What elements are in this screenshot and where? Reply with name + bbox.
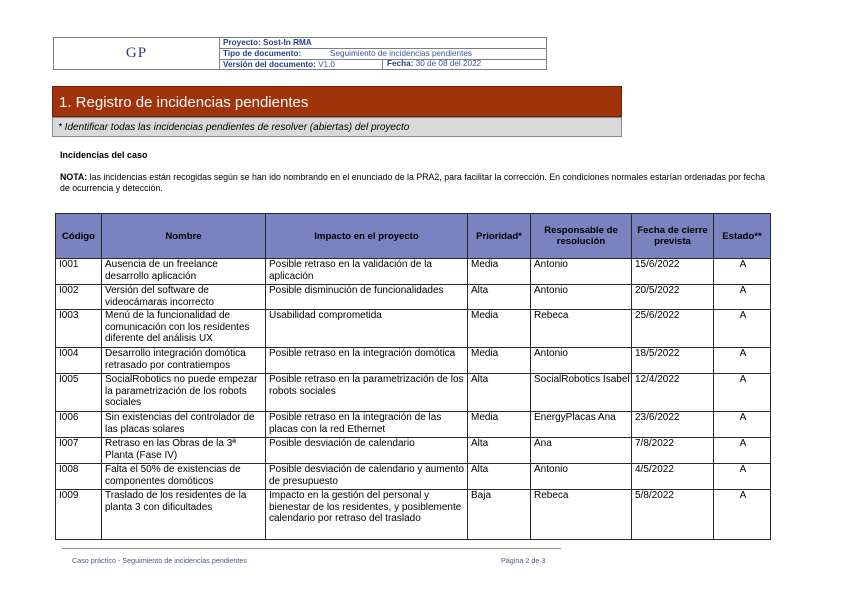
cell-impact: Posible retraso en la parametrización de los robots sociales	[266, 374, 468, 412]
cell-name: SocialRobotics no puede empezar la parametrización de los robots sociales	[102, 374, 266, 412]
incidents-table	[55, 213, 771, 540]
cell-owner: Antonio	[531, 285, 632, 310]
section-subtitle: * Identificar todas las incidencias pendientes de resolver (abiertas) del proyecto	[58, 122, 410, 133]
cell-close-date: 12/4/2022	[632, 374, 714, 412]
cell-close-date: 15/6/2022	[632, 259, 714, 285]
cell-impact: Posible desviación de calendario y aumento de presupuesto	[266, 464, 468, 490]
cell-status: A	[714, 438, 771, 464]
document-header	[53, 37, 547, 70]
column-header-name: Nombre	[102, 214, 266, 259]
cell-status: A	[714, 285, 771, 310]
cell-priority: Alta	[468, 464, 531, 490]
date-label: Fecha:	[387, 59, 414, 68]
column-header-impact: Impacto en el proyecto	[266, 214, 468, 259]
cell-code: I008	[56, 464, 102, 490]
cell-status: A	[714, 464, 771, 490]
logo: GP	[54, 38, 220, 69]
footer-divider	[62, 548, 561, 549]
table-row	[56, 490, 771, 540]
version-row	[220, 60, 546, 70]
cell-priority: Baja	[468, 490, 531, 540]
column-header-code: Código	[56, 214, 102, 259]
cell-owner: Rebeca	[531, 490, 632, 540]
cell-name: Ausencia de un freelance desarrollo aplicación	[102, 259, 266, 285]
column-header-priority: Prioridad*	[468, 214, 531, 259]
cell-owner: EnergyPlacas Ana	[531, 412, 632, 438]
section-title: 1. Registro de incidencias pendientes	[59, 94, 309, 111]
cell-name: Traslado de los residentes de la planta 3 con dificultades	[102, 490, 266, 540]
cell-code: I003	[56, 310, 102, 348]
table-row	[56, 374, 771, 412]
cell-impact: Posible retraso en la integración domótica	[266, 348, 468, 374]
project-label: Proyecto:	[223, 38, 261, 47]
cell-impact: Usabilidad comprometida	[266, 310, 468, 348]
date-field	[382, 59, 481, 70]
document-type-label: Tipo de documento:	[223, 49, 302, 58]
cell-name: Falta el 50% de existencias de componentes domóticos	[102, 464, 266, 490]
cell-code: I001	[56, 259, 102, 285]
cell-code: I007	[56, 438, 102, 464]
cell-priority: Alta	[468, 374, 531, 412]
cell-code: I004	[56, 348, 102, 374]
cell-impact: Impacto en la gestión del personal y bienestar de los residentes, y posiblemente calendario por retraso del traslado	[266, 490, 468, 540]
table-header-row	[56, 214, 771, 259]
cell-owner: Antonio	[531, 464, 632, 490]
footer-document-title: Caso práctico - Seguimiento de incidencias pendientes	[72, 556, 247, 565]
cell-status: A	[714, 259, 771, 285]
cell-impact: Posible desviación de calendario	[266, 438, 468, 464]
cell-priority: Alta	[468, 285, 531, 310]
note-paragraph	[60, 172, 776, 194]
table-row	[56, 438, 771, 464]
section-title-bar	[52, 86, 622, 117]
cell-close-date: 25/6/2022	[632, 310, 714, 348]
cell-name: Menú de la funcionalidad de comunicación con los residentes diferente del análisis UX	[102, 310, 266, 348]
cell-priority: Media	[468, 310, 531, 348]
project-value: Sost-In RMA	[263, 38, 312, 47]
cell-code: I005	[56, 374, 102, 412]
cell-close-date: 7/8/2022	[632, 438, 714, 464]
cell-status: A	[714, 374, 771, 412]
document-type-value: Seguimiento de incidencias pendientes	[330, 49, 473, 58]
cell-name: Versión del software de videocámaras incorrecto	[102, 285, 266, 310]
cell-status: A	[714, 348, 771, 374]
project-row	[220, 38, 546, 49]
cell-impact: Posible disminución de funcionalidades	[266, 285, 468, 310]
table-row	[56, 259, 771, 285]
cell-name: Sin existencias del controlador de las placas solares	[102, 412, 266, 438]
cell-status: A	[714, 412, 771, 438]
cell-code: I009	[56, 490, 102, 540]
table-row	[56, 412, 771, 438]
cell-priority: Alta	[468, 438, 531, 464]
note-text: las incidencias están recogidas según se han ido nombrando en el enunciado de la PRA2, para facilitar la corrección. En condiciones normales estarían ordenadas por fecha de ocurrencia y detección.	[60, 172, 765, 193]
cell-code: I006	[56, 412, 102, 438]
table-row	[56, 464, 771, 490]
version-label: Versión del documento:	[223, 60, 316, 69]
footer-page-number: Página 2 de 3	[501, 556, 546, 565]
table-row	[56, 310, 771, 348]
cell-owner: Rebeca	[531, 310, 632, 348]
note-label: NOTA:	[60, 172, 88, 182]
section-subtitle-bar	[52, 117, 622, 137]
cell-close-date: 4/5/2022	[632, 464, 714, 490]
cell-code: I002	[56, 285, 102, 310]
cell-status: A	[714, 310, 771, 348]
cell-close-date: 5/8/2022	[632, 490, 714, 540]
cell-name: Retraso en las Obras de la 3ª Planta (Fase IV)	[102, 438, 266, 464]
cell-priority: Media	[468, 412, 531, 438]
date-value: 30 de 08 del 2022	[415, 59, 482, 68]
cell-priority: Media	[468, 259, 531, 285]
cell-impact: Posible retraso en la integración de las placas con la red Ethernet	[266, 412, 468, 438]
cell-priority: Media	[468, 348, 531, 374]
cell-impact: Posible retraso en la validación de la aplicación	[266, 259, 468, 285]
table-row	[56, 348, 771, 374]
cell-owner: SocialRobotics Isabel	[531, 374, 632, 412]
column-header-close-date: Fecha de cierre prevista	[632, 214, 714, 259]
cell-owner: Ana	[531, 438, 632, 464]
cases-heading: Incidencias del caso	[60, 150, 148, 160]
cell-name: Desarrollo integración domótica retrasado por contratiempos	[102, 348, 266, 374]
cell-owner: Antonio	[531, 259, 632, 285]
version-value: V1.0	[318, 60, 335, 69]
table-row	[56, 285, 771, 310]
cell-close-date: 20/5/2022	[632, 285, 714, 310]
cell-status: A	[714, 490, 771, 540]
cell-owner: Antonio	[531, 348, 632, 374]
cell-close-date: 18/5/2022	[632, 348, 714, 374]
column-header-owner: Responsable de resolución	[531, 214, 632, 259]
column-header-status: Estado**	[714, 214, 771, 259]
cell-close-date: 23/6/2022	[632, 412, 714, 438]
